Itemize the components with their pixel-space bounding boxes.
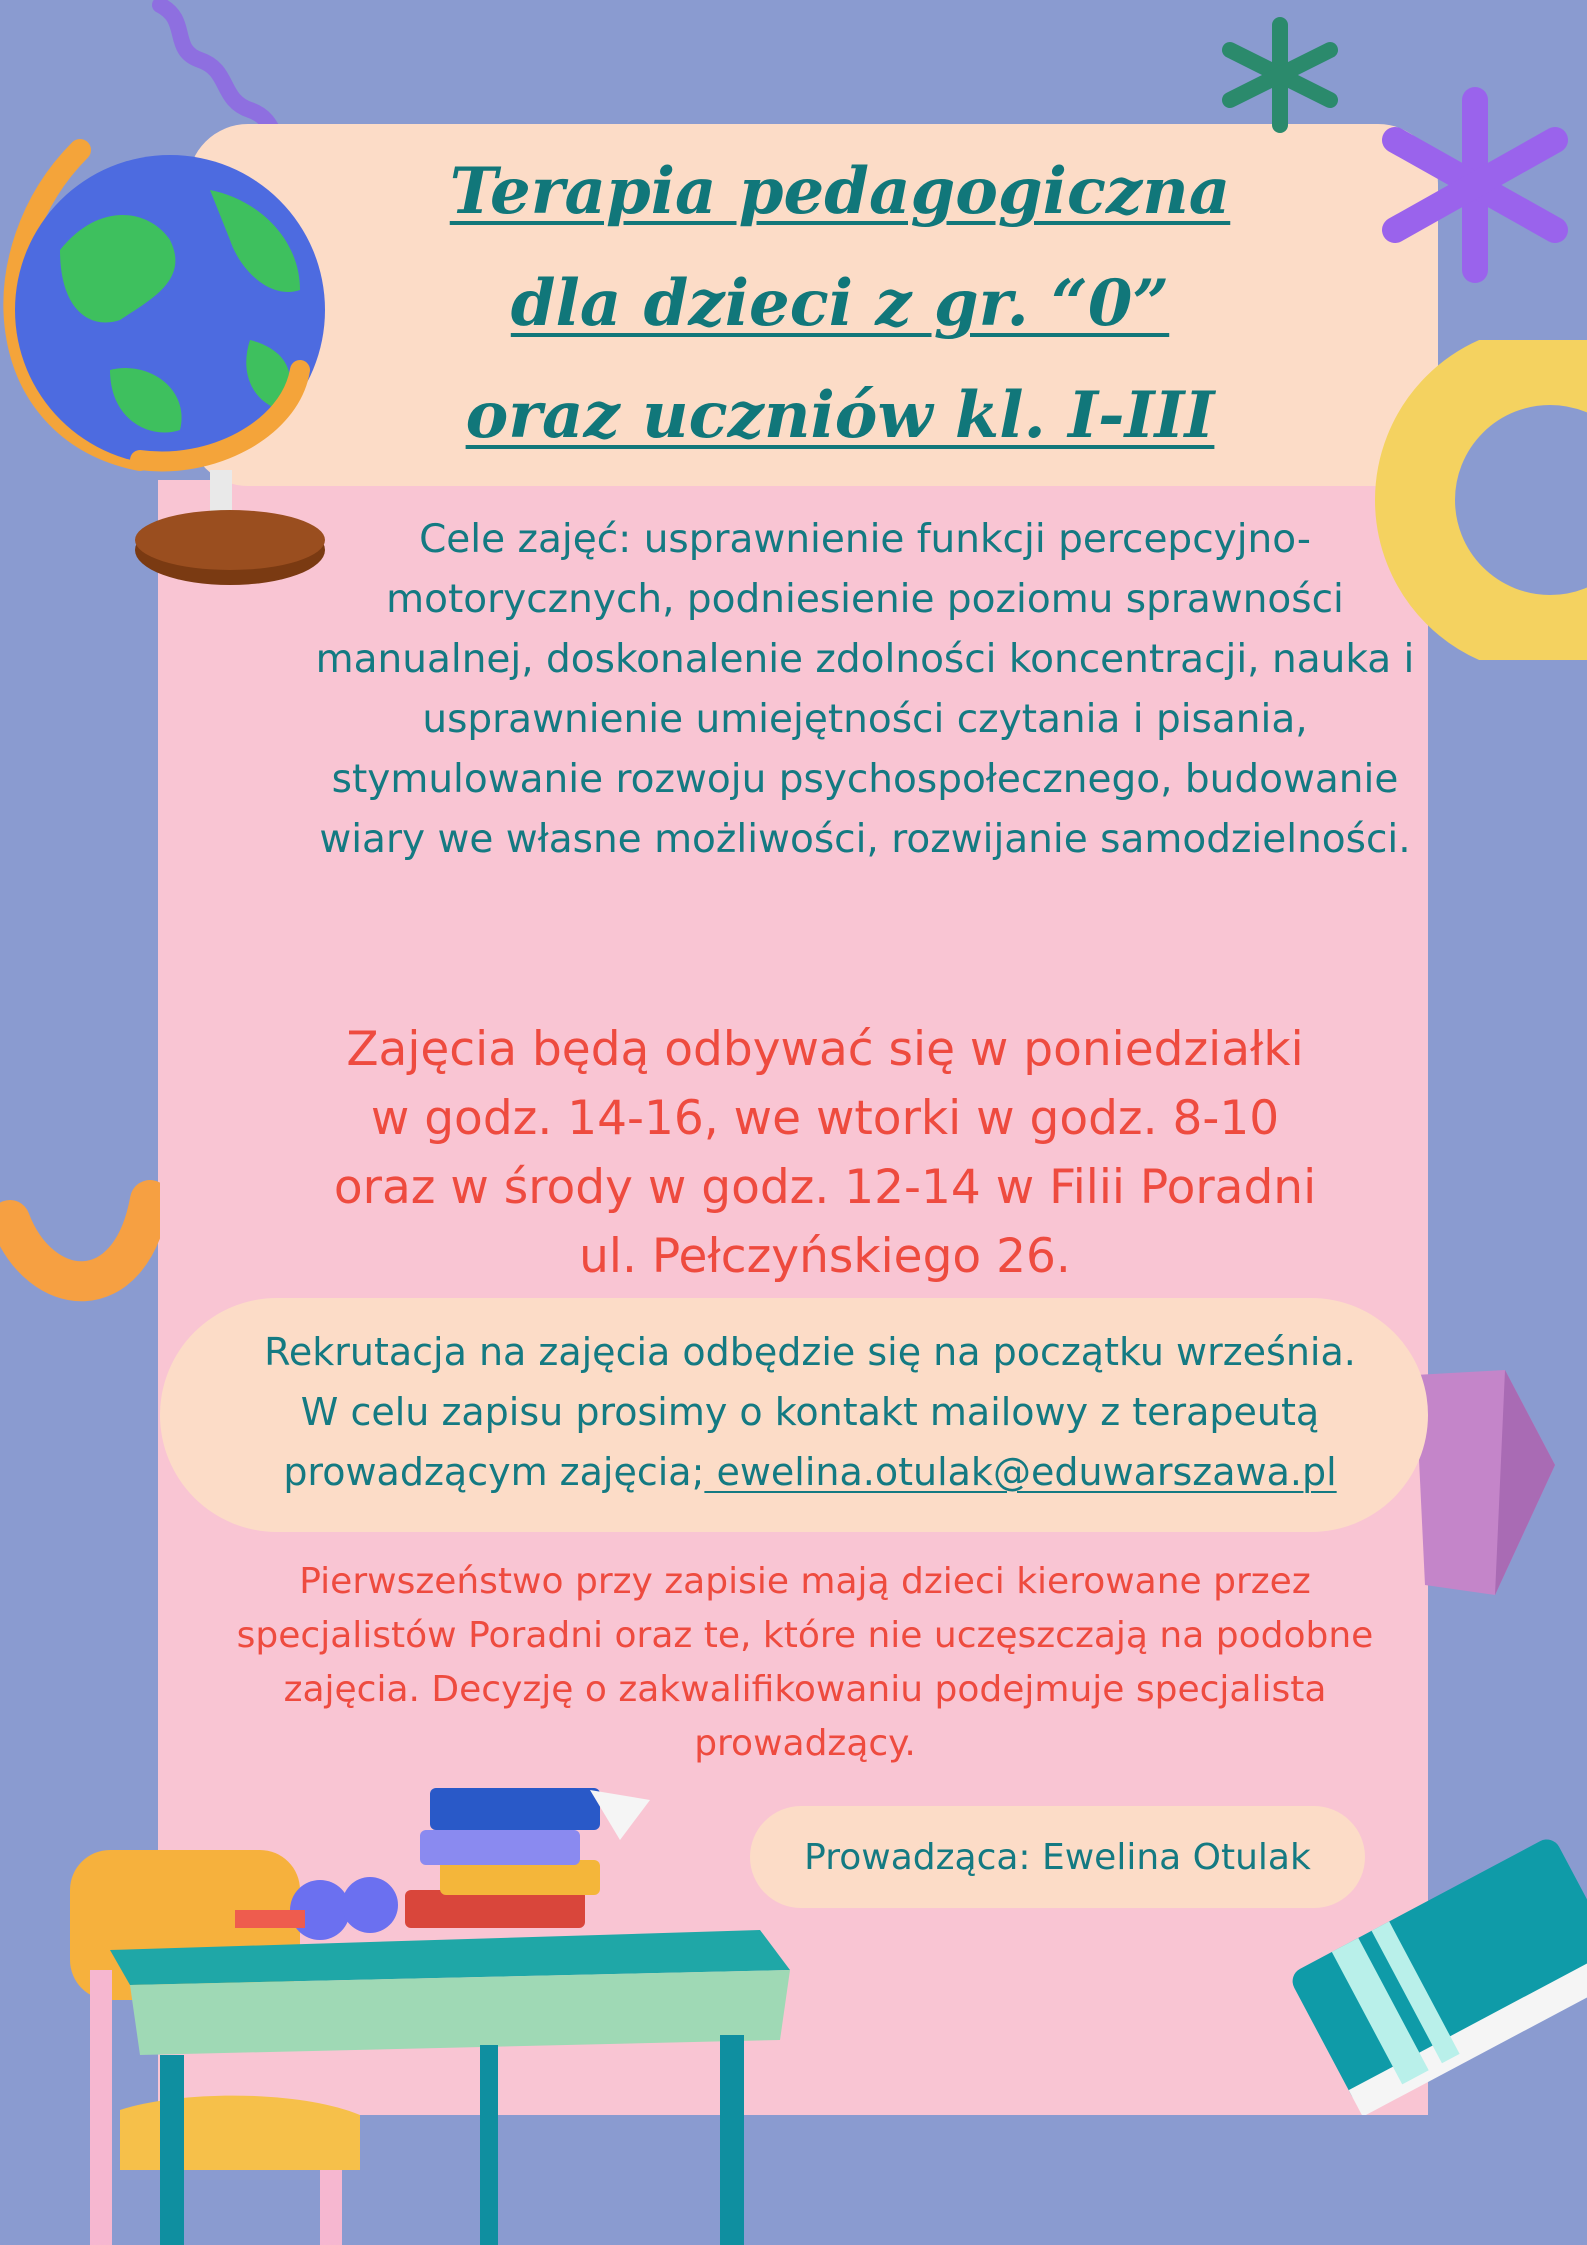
priority-text: Pierwszeństwo przy zapisie mają dzieci kierowane przez specjalistów Poradni oraz te, które nie uczęszczają na podobne zajęcia. Decyzję o zakwalifikowaniu podejmuje specjalista prowadzący. — [236, 1561, 1374, 1764]
orange-arc-icon — [0, 1180, 160, 1320]
schedule-line-1: Zajęcia będą odbywać się w poniedziałki — [346, 1022, 1304, 1077]
desk-with-books-icon — [60, 1770, 800, 2245]
teacher-badge — [750, 1806, 1365, 1908]
title-line-1: Terapia pedagogiczna — [449, 154, 1231, 229]
recruitment-line-3 — [160, 1442, 1460, 1502]
email-link[interactable]: ewelina.otulak@eduwarszawa.pl — [704, 1450, 1337, 1494]
title-line-3: oraz uczniów kl. I-III — [465, 378, 1215, 453]
title-line-2: dla dzieci z gr. “0” — [510, 266, 1170, 341]
goals-text: Cele zajęć: usprawnienie funkcji percepcyjno-motorycznych, podniesienie poziomu sprawności manualnej, doskonalenie zdolności koncentracji, nauka i usprawnienie umiejętności czytania i pisania, stymulowanie rozwoju psychospołecznego, budowanie wiary we własne możliwości, rozwijanie samodzielności. — [315, 517, 1415, 862]
recruitment-line-3-prefix: prowadzącym zajęcia; — [283, 1450, 705, 1494]
schedule-text — [270, 1015, 1380, 1291]
purple-star-icon — [1365, 85, 1585, 285]
green-star-icon — [1210, 15, 1350, 135]
globe-icon — [0, 130, 330, 610]
teacher-label: Prowadząca: Ewelina Otulak — [804, 1836, 1311, 1878]
recruitment-line-1: Rekrutacja na zajęcia odbędzie się na początku września. — [264, 1330, 1356, 1374]
page-title — [300, 136, 1380, 472]
schedule-line-3: oraz w środy w godz. 12-14 w Filii Poradni — [333, 1160, 1317, 1215]
schedule-line-4: ul. Pełczyńskiego 26. — [579, 1229, 1071, 1284]
recruitment-line-2: W celu zapisu prosimy o kontakt mailowy z terapeutą — [300, 1390, 1320, 1434]
schedule-line-2: w godz. 14-16, we wtorki w godz. 8-10 — [370, 1091, 1280, 1146]
recruitment-text — [160, 1322, 1460, 1502]
